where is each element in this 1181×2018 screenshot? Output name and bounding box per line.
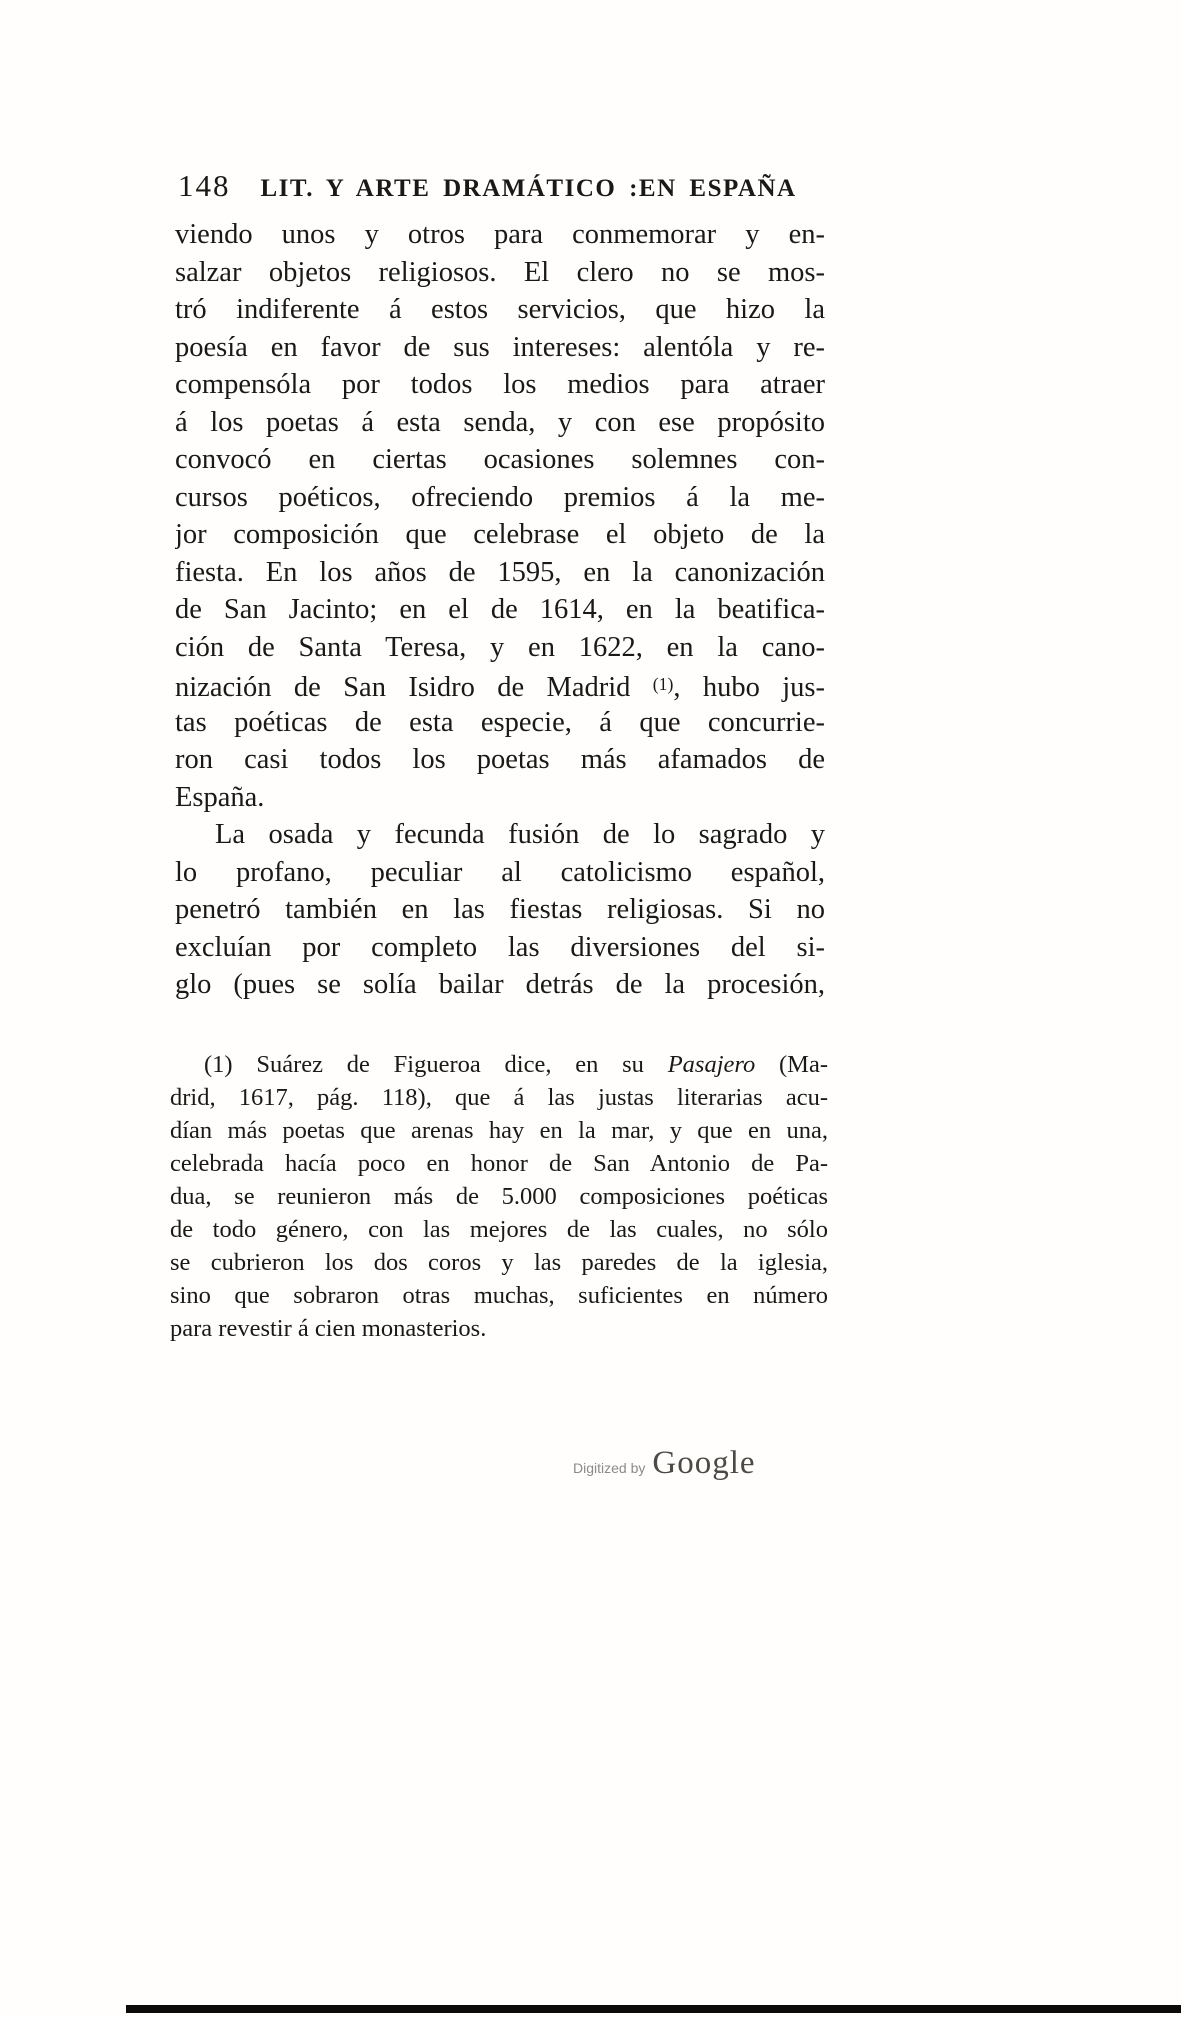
footnote-line: sino que sobraron otras muchas, suficientes en número bbox=[170, 1282, 828, 1309]
running-title: LIT. Y ARTE DRAMÁTICO :EN ESPAÑA bbox=[260, 175, 797, 202]
body-text-segment: , hubo jus- bbox=[673, 672, 825, 703]
body-line: compensóla por todos los medios para atraer bbox=[175, 369, 825, 400]
body-line: lo profano, peculiar al catolicismo español, bbox=[175, 856, 825, 888]
footnote-reference-marker: (1) bbox=[652, 674, 674, 694]
footnote-line: dua, se reunieron más de 5.000 composiciones poéticas bbox=[170, 1183, 828, 1210]
google-logo: Google bbox=[652, 1445, 756, 1481]
body-line: á los poetas á esta senda, y con ese propósito bbox=[175, 406, 825, 438]
body-line: poesía en favor de sus intereses: alentóla y re- bbox=[175, 331, 825, 363]
body-line: España. bbox=[175, 781, 265, 813]
body-line: viendo unos y otros para conmemorar y en- bbox=[175, 219, 825, 250]
footnote-line: de todo género, con las mejores de las cuales, no sólo bbox=[170, 1216, 828, 1243]
body-text-segment: nización de San Isidro de Madrid bbox=[175, 672, 653, 703]
footnote-line: para revestir á cien monasterios. bbox=[170, 1315, 487, 1342]
body-line: tas poéticas de esta especie, á que concurrie- bbox=[175, 706, 825, 738]
footnote-block bbox=[170, 1048, 828, 1345]
body-line: jor composición que celebrase el objeto de la bbox=[175, 519, 825, 550]
body-line-with-footnote-ref bbox=[175, 666, 825, 704]
footnote-line: drid, 1617, pág. 118), que á las justas literarias acu- bbox=[170, 1084, 828, 1111]
body-line: La osada y fecunda fusión de lo sagrado y bbox=[215, 819, 825, 850]
body-line: de San Jacinto; en el de 1614, en la beatifica- bbox=[175, 594, 825, 625]
body-line: ción de Santa Teresa, y en 1622, en la cano- bbox=[175, 631, 825, 663]
body-line: glo (pues se solía bailar detrás de la procesión, bbox=[175, 969, 825, 1000]
body-line: excluían por completo las diversiones del si- bbox=[175, 931, 825, 963]
scan-edge-artifact bbox=[126, 2005, 1181, 2013]
book-title-italic: Pasajero bbox=[667, 1051, 756, 1078]
digitization-mark bbox=[573, 1445, 756, 1482]
body-line: penetró también en las fiestas religiosas. Si no bbox=[175, 894, 825, 925]
body-line: fiesta. En los años de 1595, en la canonización bbox=[175, 556, 825, 588]
footnote-text-segment: (Ma- bbox=[755, 1051, 828, 1078]
body-line: cursos poéticos, ofreciendo premios á la me- bbox=[175, 481, 825, 513]
body-line: salzar objetos religiosos. El clero no se mos- bbox=[175, 256, 825, 288]
body-line: tró indiferente á estos servicios, que hizo la bbox=[175, 294, 825, 325]
page-number: 148 bbox=[178, 168, 231, 203]
digitized-by-label: Digitized by bbox=[573, 1460, 646, 1476]
body-text-block bbox=[175, 216, 825, 1004]
footnote-text-segment: (1) Suárez de Figueroa dice, en su bbox=[204, 1051, 668, 1078]
footnote-line: se cubrieron los dos coros y las paredes de la iglesia, bbox=[170, 1249, 828, 1276]
footnote-line: dían más poetas que arenas hay en la mar, y que en una, bbox=[170, 1117, 828, 1144]
footnote-line: celebrada hacía poco en honor de San Antonio de Pa- bbox=[170, 1150, 828, 1177]
footnote-line bbox=[170, 1048, 828, 1081]
running-header bbox=[178, 168, 828, 204]
body-line: ron casi todos los poetas más afamados de bbox=[175, 744, 825, 775]
body-line: convocó en ciertas ocasiones solemnes con- bbox=[175, 444, 825, 475]
